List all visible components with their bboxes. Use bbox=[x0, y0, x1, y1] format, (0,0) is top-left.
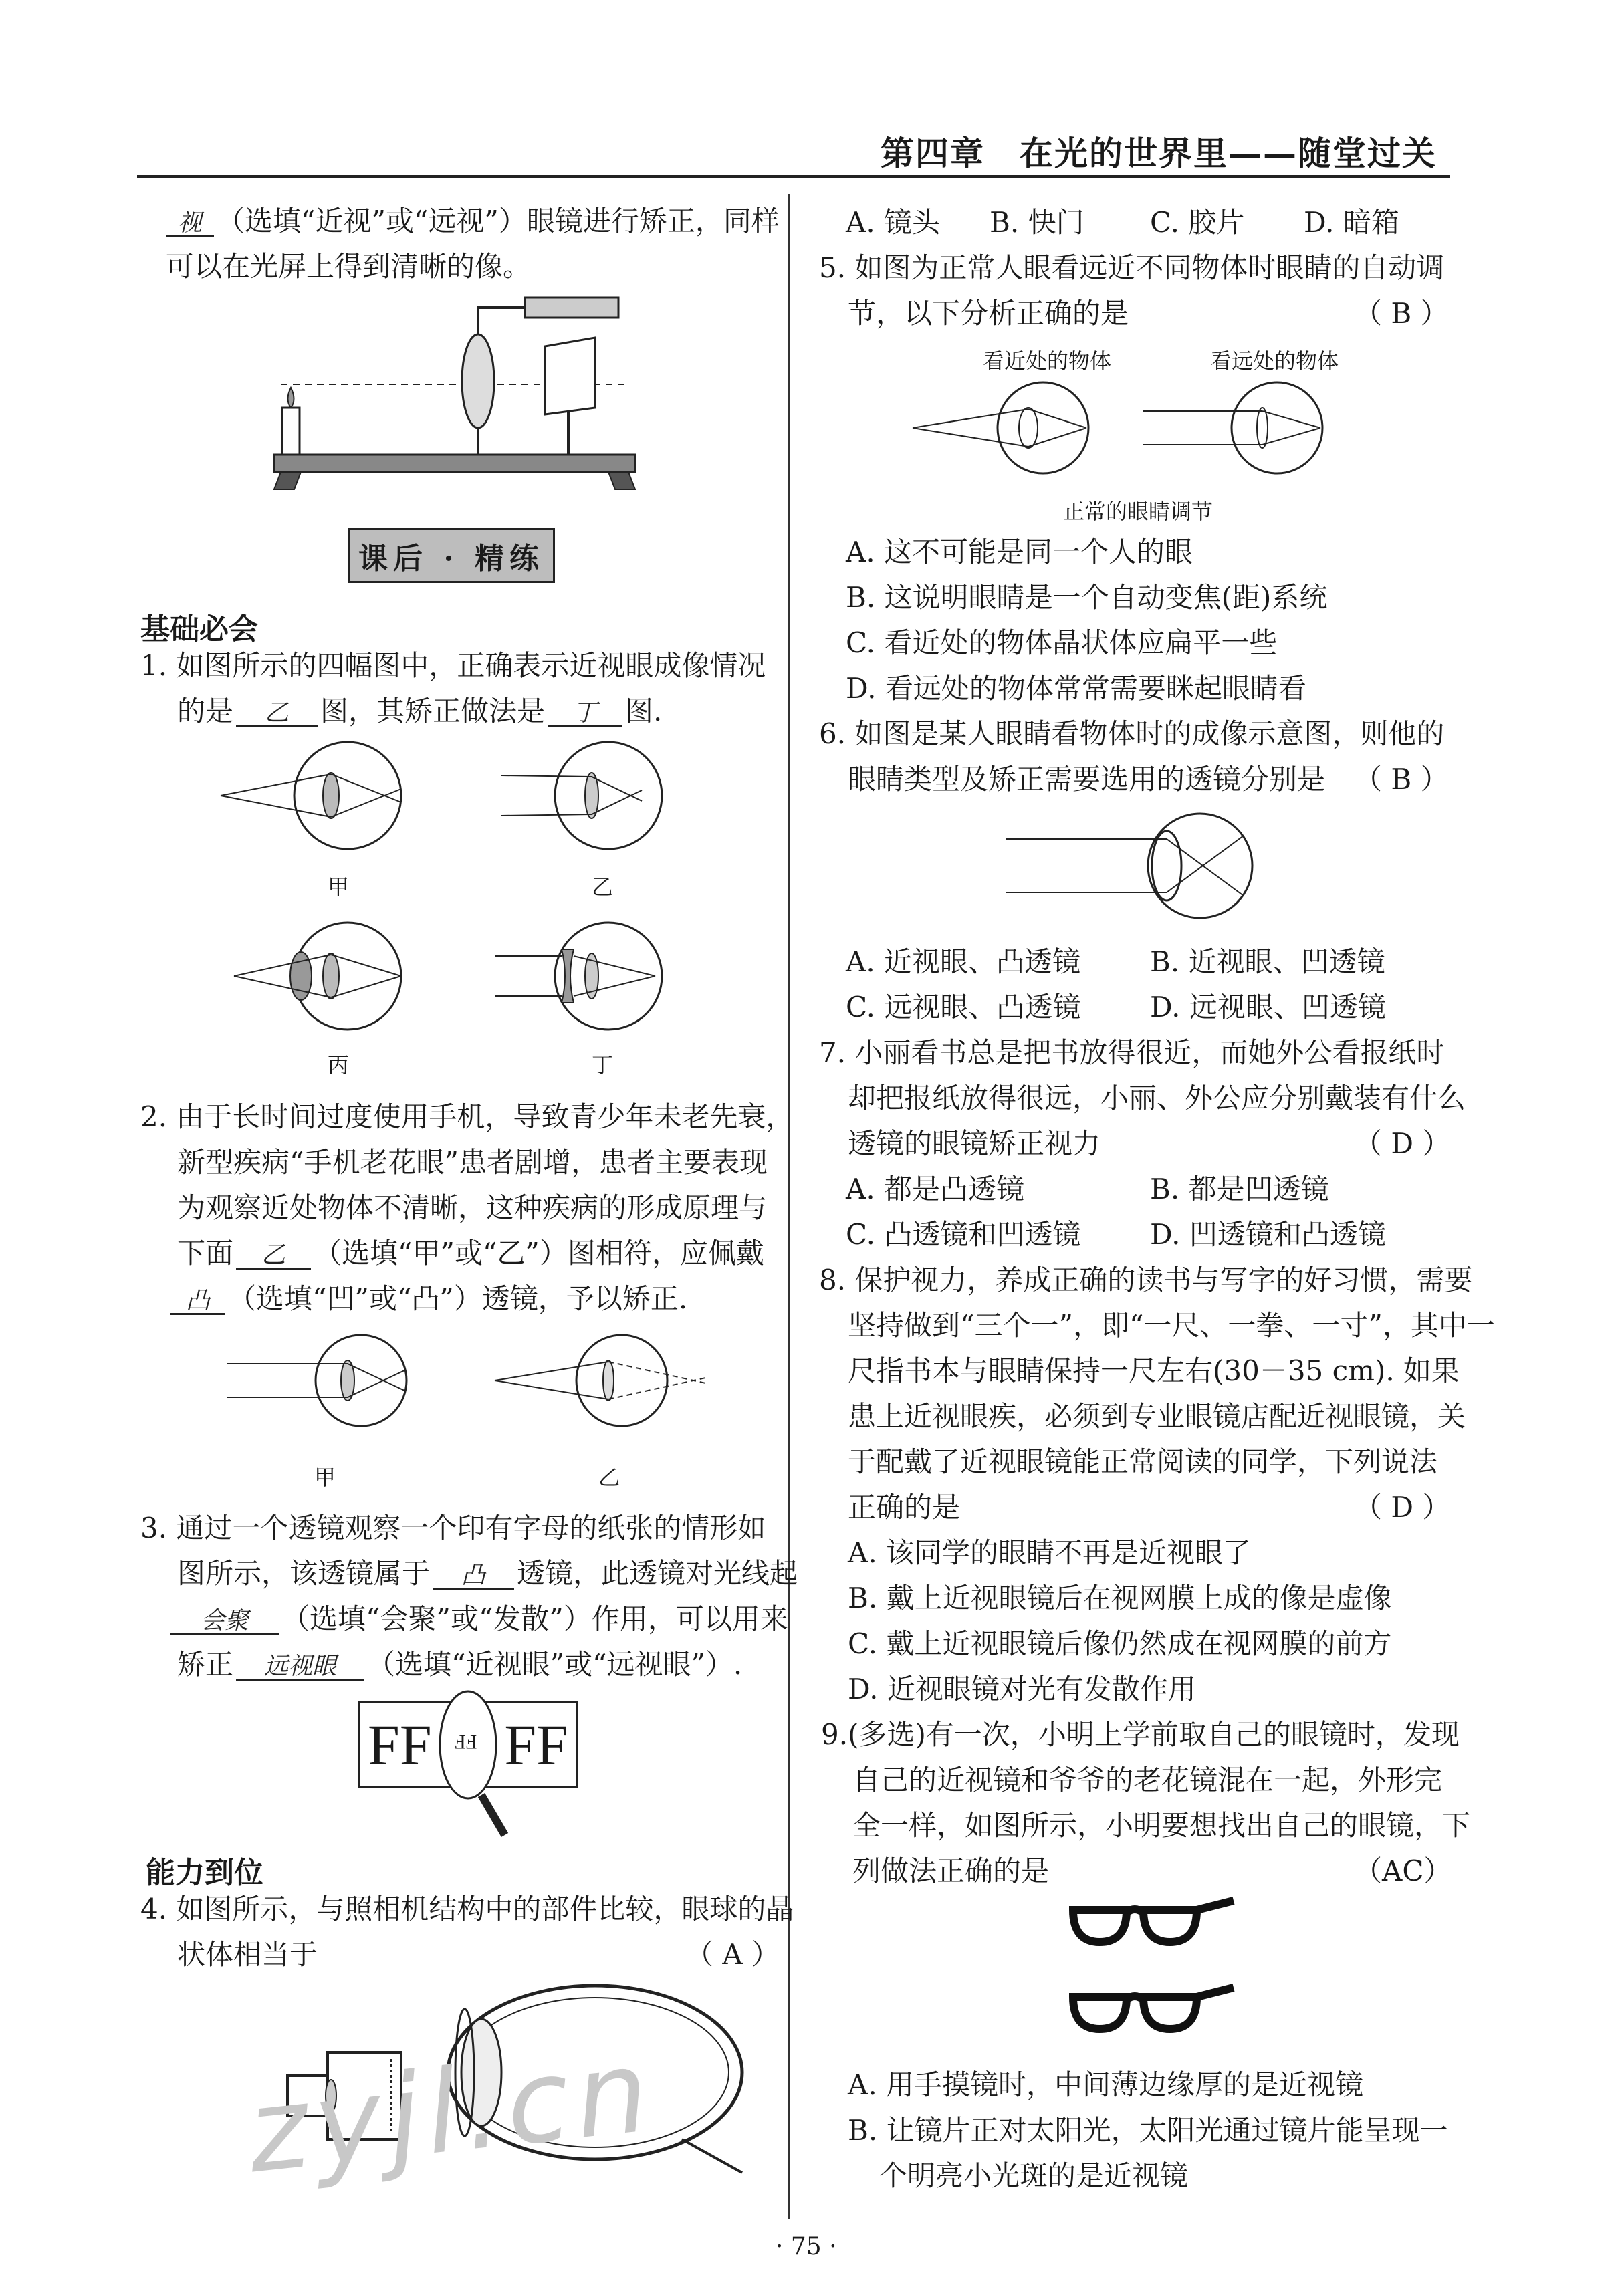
q1-caption-bing: 丙 bbox=[328, 1052, 350, 1078]
ff-mirrored-letters: FF bbox=[455, 1731, 477, 1753]
q4-option-b: B. 快门 bbox=[990, 206, 1084, 239]
q7-line-3: 透镜的眼镜矫正视力 bbox=[848, 1127, 1101, 1160]
q7-option-d: D. 凹透镜和凸透镜 bbox=[1150, 1218, 1386, 1251]
q2-line-1: 2. 由于长时间过度使用手机，导致青少年未老先衰， bbox=[140, 1100, 794, 1133]
q1-caption-yi: 乙 bbox=[592, 874, 614, 900]
q9-option-b: B. 让镜片正对太阳光，太阳光通过镜片能呈现一 bbox=[848, 2114, 1448, 2147]
q6-line-2: 眼睛类型及矫正需要选用的透镜分别是 bbox=[848, 763, 1326, 796]
header-rule bbox=[137, 175, 1450, 178]
q9-line-3: 全一样，如图所示，小明要想找出自己的眼镜，下 bbox=[852, 1809, 1471, 1842]
section-banner: 课后 · 精练 bbox=[348, 528, 555, 583]
q5-option-c: C. 看近处的物体晶状体应扁平一些 bbox=[846, 626, 1278, 659]
ff-left-letters: FF bbox=[368, 1713, 432, 1777]
glasses-figure bbox=[1063, 1895, 1237, 2056]
q3-line-2: 图所示，该透镜属于 凸 透镜，此透镜对光线起 bbox=[177, 1557, 798, 1590]
q9-line-2: 自己的近视镜和爷爷的老花镜混在一起，外形完 bbox=[852, 1764, 1443, 1796]
glasses-bottom bbox=[1073, 1988, 1234, 2029]
q8-answer: （ D ） bbox=[1354, 1491, 1451, 1524]
q6-option-c: C. 远视眼、凸透镜 bbox=[846, 991, 1081, 1024]
q4-line-1: 4. 如图所示，与照相机结构中的部件比较，眼球的晶 bbox=[140, 1893, 794, 1925]
q6-eye-figure bbox=[1003, 812, 1284, 926]
magnifier-lens-figure bbox=[435, 1688, 515, 1842]
section-title-basic: 基础必会 bbox=[140, 612, 258, 646]
q6-option-b: B. 近视眼、凹透镜 bbox=[1150, 945, 1385, 978]
q7-option-c: C. 凸透镜和凹透镜 bbox=[846, 1218, 1081, 1251]
q5-fig-caption: 正常的眼睛调节 bbox=[1063, 499, 1213, 524]
q3-line-1: 3. 通过一个透镜观察一个印有字母的纸张的情形如 bbox=[140, 1512, 766, 1544]
q2-blank-1: 乙 bbox=[236, 1243, 311, 1270]
q7-line-1: 7. 小丽看书总是把书放得很近，而她外公看报纸时 bbox=[819, 1036, 1445, 1069]
section-title-ability: 能力到位 bbox=[146, 1856, 263, 1890]
q2-caption-yi: 乙 bbox=[598, 1465, 620, 1490]
q2-eye-jia bbox=[227, 1335, 407, 1426]
q4-option-a: A. 镜头 bbox=[846, 206, 941, 239]
q5-option-a: A. 这不可能是同一个人的眼 bbox=[846, 535, 1193, 568]
q5-line-1: 5. 如图为正常人眼看远近不同物体时眼睛的自动调 bbox=[819, 251, 1445, 284]
q3-blank-1: 凸 bbox=[433, 1564, 514, 1590]
q3-line-4: 矫正 远视眼 （选填“近视眼”或“远视眼”）. bbox=[177, 1648, 743, 1681]
q5-option-b: B. 这说明眼睛是一个自动变焦(距)系统 bbox=[846, 581, 1328, 614]
q2-line-3: 为观察近处物体不清晰，这种疾病的形成原理与 bbox=[177, 1191, 768, 1224]
q4-line-2: 状体相当于 bbox=[177, 1938, 318, 1971]
q8-line-5: 于配戴了近视眼镜能正常阅读的同学，下列说法 bbox=[848, 1445, 1438, 1478]
q8-option-d: D. 近视眼镜对光有发散作用 bbox=[848, 1673, 1196, 1705]
q7-answer: （ D ） bbox=[1354, 1127, 1451, 1160]
eye-diagram-yi bbox=[501, 742, 662, 849]
optical-bench-figure bbox=[267, 294, 642, 495]
q5-eye-far bbox=[1143, 382, 1322, 473]
intro-line-2: 可以在光屏上得到清晰的像。 bbox=[166, 250, 532, 283]
q4-option-d: D. 暗箱 bbox=[1304, 206, 1399, 239]
q4-option-c: C. 胶片 bbox=[1150, 206, 1245, 239]
glasses-top bbox=[1073, 1901, 1234, 1942]
q2-eye-yi bbox=[495, 1335, 709, 1426]
q1-caption-ding: 丁 bbox=[592, 1052, 614, 1078]
q9-line-1: 9.(多选)有一次，小明上学前取自己的眼镜时，发现 bbox=[821, 1718, 1460, 1751]
page-header-title: 第四章 在光的世界里——随堂过关 bbox=[881, 134, 1437, 173]
q1-line-2: 的是 乙 图，其矫正做法是 丁 图. bbox=[177, 695, 663, 727]
q2-eye-diagrams bbox=[221, 1330, 729, 1464]
q1-eye-diagrams bbox=[214, 735, 722, 1083]
q8-line-2: 坚持做到“三个一”，即“一尺、一拳、一寸”，其中一 bbox=[848, 1309, 1495, 1342]
q4-answer: （ A ） bbox=[685, 1938, 780, 1971]
q2-blank-2: 凸 bbox=[170, 1289, 225, 1315]
q8-line-1: 8. 保护视力，养成正确的读书与写字的好习惯，需要 bbox=[819, 1264, 1473, 1296]
q8-line-4: 患上近视眼疾，必须到专业眼镜店配近视眼镜，关 bbox=[848, 1400, 1466, 1433]
ff-right-letters: FF bbox=[504, 1713, 568, 1777]
q5-line-2: 节，以下分析正确的是 bbox=[848, 297, 1129, 330]
q1-blank-1: 乙 bbox=[236, 701, 318, 727]
q7-line-2: 却把报纸放得很远，小丽、外公应分别戴装有什么 bbox=[848, 1082, 1466, 1114]
eye-diagram-bing bbox=[234, 923, 401, 1030]
q5-answer: （ B ） bbox=[1354, 297, 1449, 330]
q8-option-c: C. 戴上近视眼镜后像仍然成在视网膜的前方 bbox=[848, 1627, 1392, 1660]
q3-blank-2: 会聚 bbox=[170, 1609, 279, 1635]
q7-option-a: A. 都是凸透镜 bbox=[846, 1173, 1025, 1205]
q5-option-d: D. 看远处的物体常常需要眯起眼睛看 bbox=[846, 672, 1306, 705]
q1-line-1: 1. 如图所示的四幅图中，正确表示近视眼成像情况 bbox=[140, 649, 766, 682]
intro-answer-blank: 视 bbox=[166, 211, 214, 237]
q2-line-4: 下面 乙 （选填“甲”或“乙”）图相符，应佩戴 bbox=[177, 1237, 764, 1270]
q5-eye-adjust-figure bbox=[903, 374, 1371, 488]
q6-line-1: 6. 如图是某人眼睛看物体时的成像示意图，则他的 bbox=[819, 717, 1445, 750]
q9-option-a: A. 用手摸镜时，中间薄边缘厚的是近视镜 bbox=[848, 2068, 1364, 2101]
eye-diagram-ding bbox=[495, 923, 662, 1030]
intro-line-1: 视 （选填“近视”或“远视”）眼镜进行矫正，同样 bbox=[166, 207, 780, 237]
q8-option-a: A. 该同学的眼睛不再是近视眼了 bbox=[848, 1536, 1252, 1569]
q8-line-3: 尺指书本与眼睛保持一尺左右(30－35 cm). 如果 bbox=[848, 1354, 1460, 1387]
q1-blank-2: 丁 bbox=[548, 701, 622, 727]
q7-option-b: B. 都是凹透镜 bbox=[1150, 1173, 1329, 1205]
q8-option-b: B. 戴上近视眼镜后在视网膜上成的像是虚像 bbox=[848, 1582, 1392, 1614]
q3-blank-3: 远视眼 bbox=[236, 1655, 364, 1681]
q2-line-2: 新型疾病“手机老花眼”患者剧增，患者主要表现 bbox=[177, 1146, 768, 1179]
q1-caption-jia: 甲 bbox=[328, 874, 350, 900]
q5-fig-near-label: 看近处的物体 bbox=[983, 348, 1112, 374]
q6-option-d: D. 远视眼、凹透镜 bbox=[1150, 991, 1386, 1024]
watermark: zyjl.cn bbox=[241, 2024, 661, 2199]
q2-line-5: 凸 （选填“凹”或“凸”）透镜，予以矫正. bbox=[170, 1285, 687, 1315]
q6-answer: （ B ） bbox=[1354, 763, 1449, 796]
q6-option-a: A. 近视眼、凸透镜 bbox=[846, 945, 1081, 978]
q8-line-6: 正确的是 bbox=[848, 1491, 961, 1524]
q9-answer: （AC） bbox=[1354, 1854, 1452, 1887]
q9-option-b-cont: 个明亮小光斑的是近视镜 bbox=[879, 2159, 1189, 2192]
q5-fig-far-label: 看远处的物体 bbox=[1210, 348, 1339, 374]
page-number: · 75 · bbox=[776, 2233, 837, 2260]
eye-diagram-jia bbox=[221, 742, 401, 849]
q2-caption-jia: 甲 bbox=[314, 1465, 336, 1490]
q9-line-4: 列做法正确的是 bbox=[852, 1854, 1050, 1887]
q5-eye-near bbox=[913, 382, 1088, 473]
q3-line-3: 会聚 （选填“会聚”或“发散”）作用，可以用来 bbox=[170, 1605, 788, 1635]
